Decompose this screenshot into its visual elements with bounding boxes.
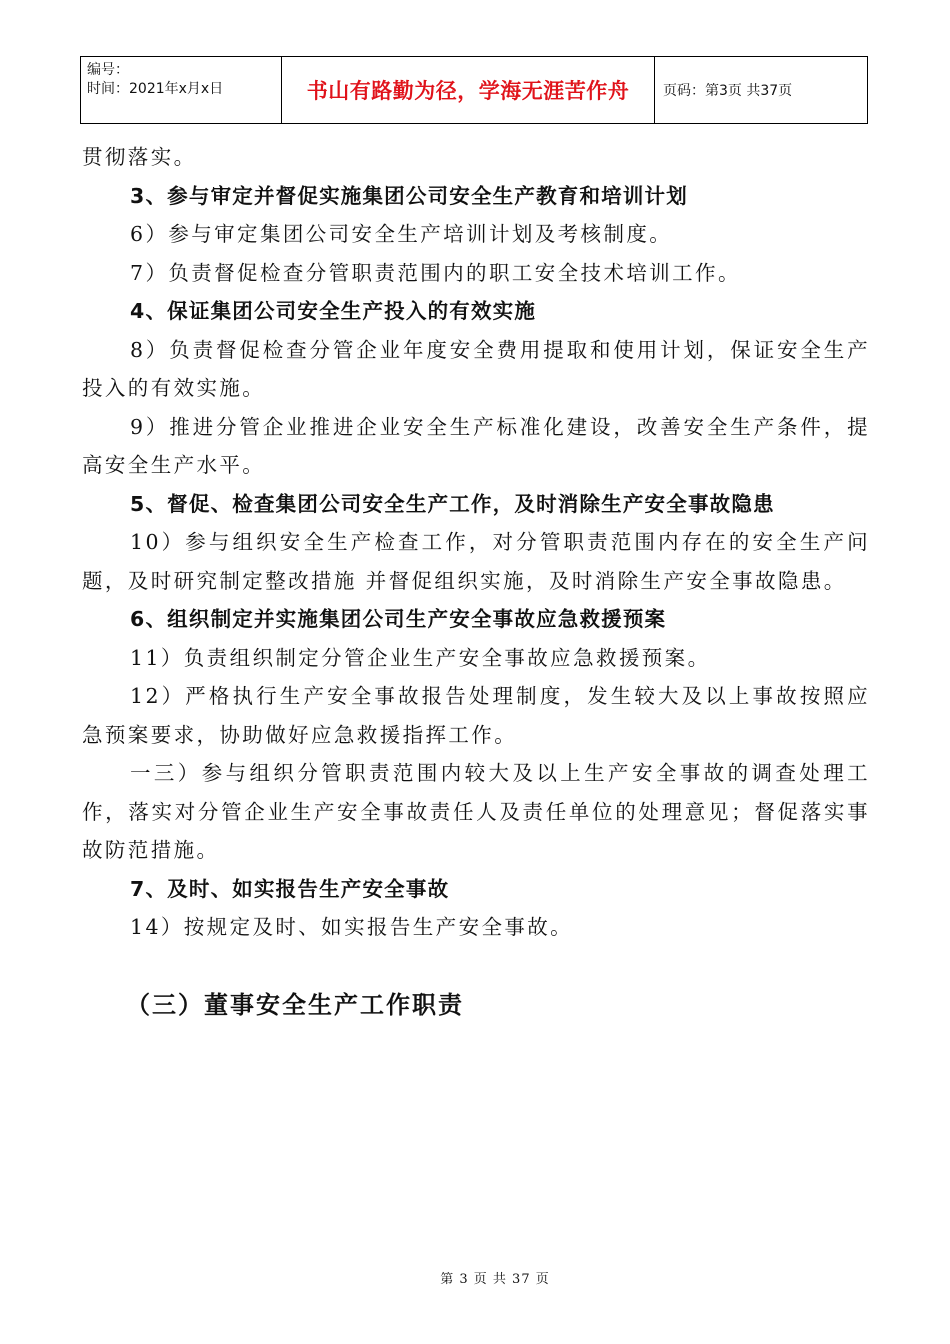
page-footer: 第 3 页 共 37 页 [440,1272,550,1287]
paragraph: 6）参与审定集团公司安全生产培训计划及考核制度。 [130,222,673,246]
spacer [82,947,870,985]
subheading: 3、参与审定并督促实施集团公司安全生产教育和培训计划 [130,183,688,208]
paragraph: 9）推进分管企业推进企业安全生产标准化建设，改善安全生产条件，提高安全生产水平。 [82,414,870,477]
subheading: 6、组织制定并实施集团公司生产安全事故应急救援预案 [130,607,667,631]
paragraph: 14）按规定及时、如实报告生产安全事故。 [130,915,574,939]
subheading: 5、督促、检查集团公司安全生产工作，及时消除生产安全事故隐患 [130,491,775,516]
paragraph: 7）负责督促检查分管职责范围内的职工安全技术培训工作。 [130,260,741,285]
paragraph: 一三）参与组织分管职责范围内较大及以上生产安全事故的调查处理工作，落实对分管企业生产安全事故责任人及责任单位的处理意见；督促落实事故防范措施。 [82,761,870,862]
header-meta [81,57,282,123]
serial-label: 编号： [87,62,129,78]
subheading: 7、及时、如实报告生产安全事故 [130,876,450,901]
paragraph: 10）参与组织安全生产检查工作，对分管职责范围内存在的安全生产问题，及时研究制定整改措施 并督促组织实施，及时消除生产安全事故隐患。 [82,530,870,593]
paragraph: 8）负责督促检查分管企业年度安全费用提取和使用计划，保证安全生产投入的有效实施。 [82,337,870,400]
time-label: 时间：2021年x月x日 [87,81,224,97]
section-heading: （三）董事安全生产工作职责 [126,990,464,1019]
paragraph: 贯彻落实。 [82,145,197,169]
header-motto: 书山有路勤为径，学海无涯苦作舟 [282,57,655,123]
header-page-info: 页码：第3页 共37页 [663,83,793,99]
page-header [80,56,868,124]
paragraph: 12）严格执行生产安全事故报告处理制度，发生较大及以上事故按照应急预案要求，协助做好应急救援指挥工作。 [82,684,870,747]
paragraph: 11）负责组织制定分管企业生产安全事故应急救援预案。 [130,645,711,670]
subheading: 4、保证集团公司安全生产投入的有效实施 [130,299,537,323]
document-body [82,138,870,1025]
